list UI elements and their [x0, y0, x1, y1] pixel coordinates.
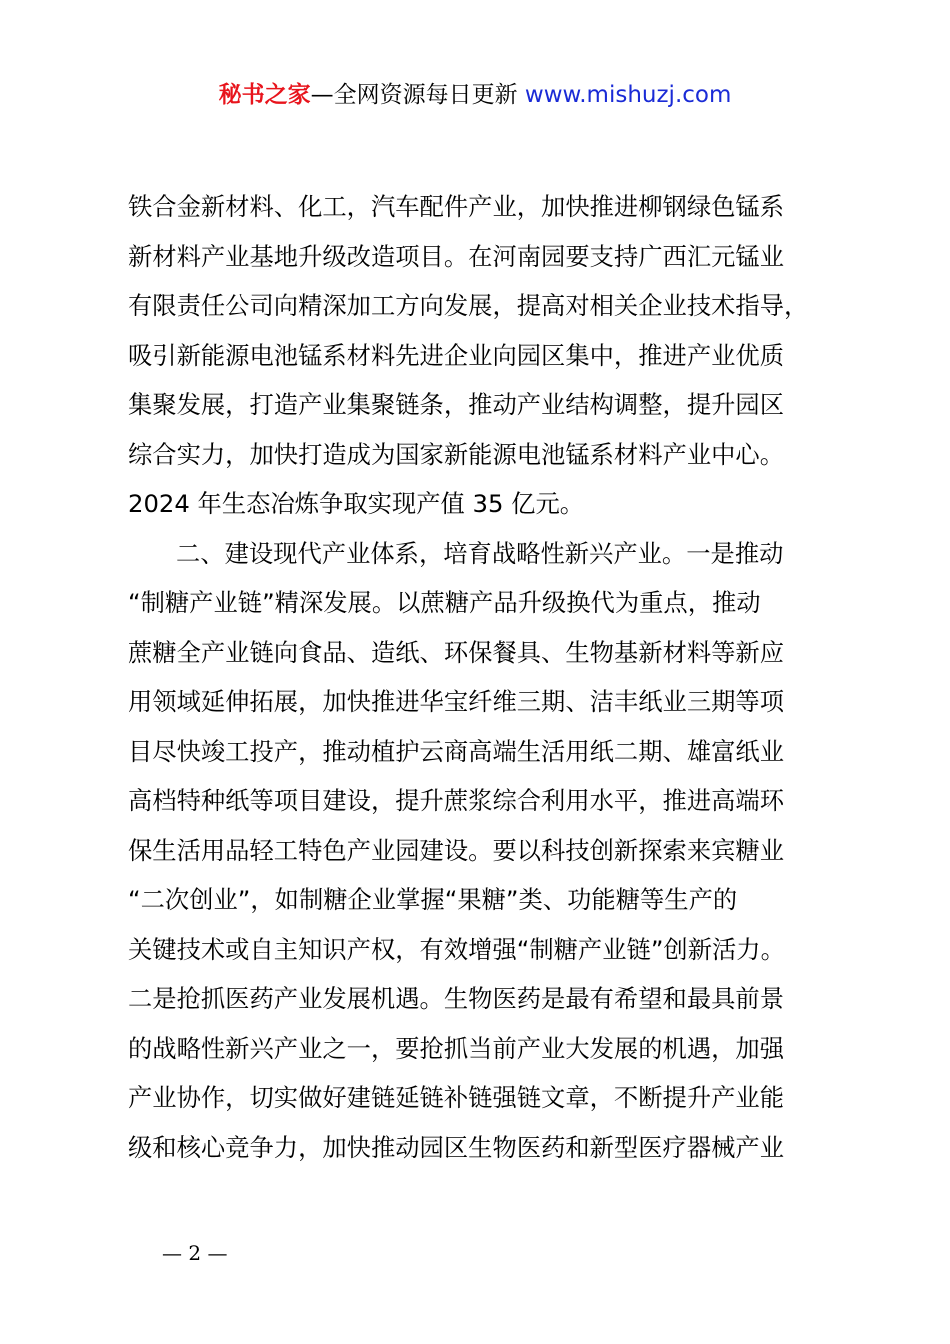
body-line: 二是抢抓医药产业发展机遇。生物医药是最有希望和最具前景	[128, 984, 785, 1013]
body-line: 目尽快竣工投产，推动植护云商高端生活用纸二期、雄富纸业	[128, 736, 785, 766]
section-heading-line: 二、建设现代产业体系，培育战略性新兴产业。一是推动	[176, 538, 784, 568]
body-line: 产业协作，切实做好建链延链补链强链文章，不断提升产业能	[128, 1083, 785, 1112]
body-line: 综合实力，加快打造成为国家新能源电池锰系材料产业中心。	[128, 439, 785, 469]
body-line: 吸引新能源电池锰系材料先进企业向园区集中，推进产业优质	[128, 340, 785, 370]
body-line: 关键技术或自主知识产权，有效增强“制糖产业链”创新活力。	[128, 934, 785, 964]
body-line: 2024 年生态冶炼争取实现产值 35 亿元。	[128, 489, 585, 518]
website-url[interactable]: www.mishuzj.com	[524, 82, 732, 108]
body-line: 有限责任公司向精深加工方向发展，提高对相关企业技术指导，	[128, 291, 809, 320]
body-line: 保生活用品轻工特色产业园建设。要以科技创新探索来宾糖业	[128, 835, 785, 865]
body-line: “二次创业”，如制糖企业掌握“果糖”类、功能糖等生产的	[128, 885, 738, 914]
body-line: 集聚发展，打造产业集聚链条，推动产业结构调整，提升园区	[128, 390, 785, 419]
body-line: 用领域延伸拓展，加快推进华宝纤维三期、洁丰纸业三期等项	[128, 687, 785, 716]
body-line: 高档特种纸等项目建设，提升蔗浆综合利用水平，推进高端环	[128, 786, 785, 815]
body-line: 级和核心竞争力，加快推动园区生物医药和新型医疗器械产业	[128, 1132, 785, 1162]
body-line: 的战略性新兴产业之一，要抢抓当前产业大发展的机遇，加强	[128, 1033, 785, 1063]
site-header	[0, 78, 950, 112]
body-line: 铁合金新材料、化工，汽车配件产业，加快推进柳钢绿色锰系	[128, 192, 785, 221]
body-line: 蔗糖全产业链向食品、造纸、环保餐具、生物基新材料等新应	[128, 637, 785, 667]
document-body	[128, 182, 863, 1172]
brand-name: 秘书之家	[218, 82, 311, 108]
body-line: 新材料产业基地升级改造项目。在河南园要支持广西汇元锰业	[128, 241, 785, 271]
header-tagline: —全网资源每日更新	[310, 82, 525, 108]
body-line: “制糖产业链”精深发展。以蔗糖产品升级换代为重点，推动	[128, 588, 761, 617]
page-number: — 2 —	[162, 1241, 228, 1265]
